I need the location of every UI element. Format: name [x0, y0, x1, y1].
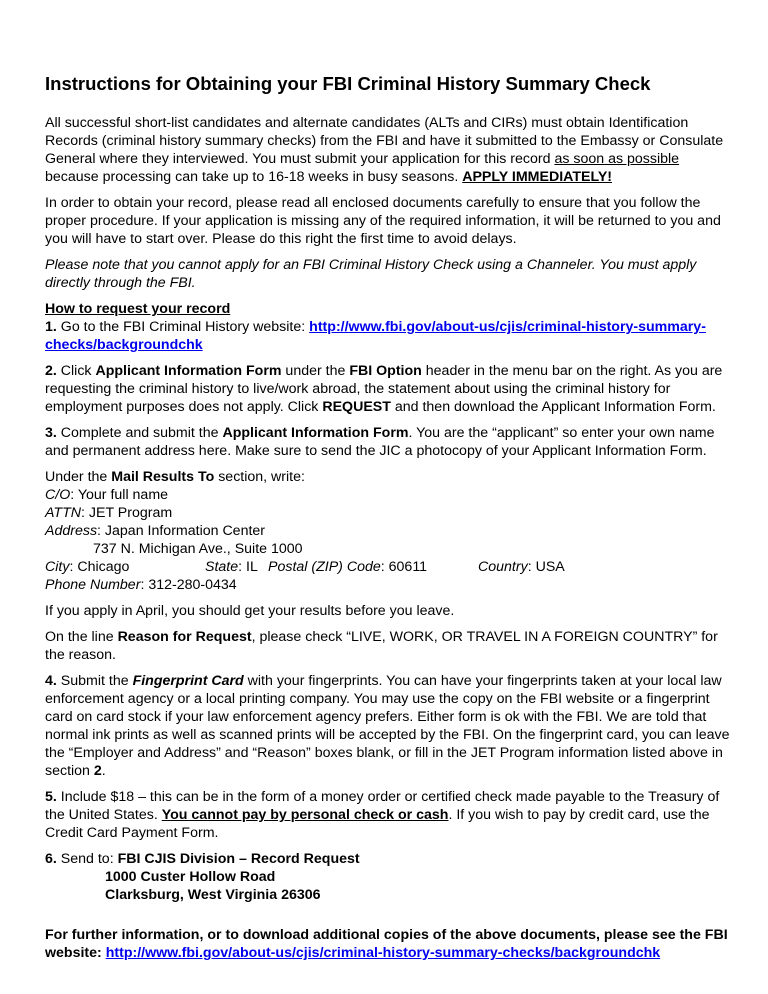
text: All successful short-list candidates and alternate candidates (ALTs and CIRs) must obtain Identification Records (criminal history summary checks) from the FBI and have it submitted to the Embassy or Consulate General where they interviewed. You must submit your application for this record — [45, 115, 724, 167]
value: : JET Program — [81, 505, 173, 521]
text: and then download the Applicant Information Form. — [390, 399, 716, 415]
text: Click — [56, 363, 96, 379]
text: Send to: — [56, 851, 118, 867]
address-line: Clarksburg, West Virginia 26306 — [105, 887, 321, 903]
text: Under the — [45, 469, 112, 485]
address-line: 1000 Custer Hollow Road — [105, 869, 276, 885]
page-title: Instructions for Obtaining your FBI Criminal History Summary Check — [45, 73, 651, 94]
value: : IL — [238, 559, 258, 575]
step-1 — [45, 300, 735, 354]
value: : USA — [527, 559, 565, 575]
text: FBI Option — [349, 363, 422, 379]
text: REQUEST — [322, 399, 391, 415]
step-number: 3. — [45, 425, 57, 441]
text: Include $18 – this can be in the form of a money order or certified check made payable to the Treasury of the United States. — [45, 789, 720, 823]
reason-paragraph — [45, 628, 735, 664]
text: . You are the “applicant” so enter your own name and permanent address here. Make sure to send the JIC a photocopy of your Applicant Information Form. — [45, 425, 715, 459]
text: On the line — [45, 629, 118, 645]
label: State — [205, 559, 239, 575]
text: For further information, or to download additional copies of the above documents, please see the FBI website: — [45, 927, 728, 961]
text: Fingerprint Card — [132, 673, 244, 689]
step-number: 1. — [45, 319, 57, 335]
city-state-zip-row — [45, 558, 735, 576]
address-line: FBI CJIS Division – Record Request — [117, 851, 360, 867]
text: because processing can take up to 16-18 weeks in busy seasons. — [45, 169, 463, 185]
label: Address — [45, 523, 98, 539]
label: City — [45, 559, 70, 575]
procedure-paragraph: In order to obtain your record, please read all enclosed documents carefully to ensure that you follow the proper procedure. If your application is missing any of the required information, it will be returned to you and you will have to start over. Please do this right the first time to avoid delays. — [45, 195, 721, 247]
step-number: 4. — [45, 673, 57, 689]
value: : Chicago — [69, 559, 130, 575]
label: Postal (ZIP) Code — [268, 559, 381, 575]
value: : 312-280-0434 — [140, 577, 237, 593]
fbi-website-link-footer[interactable]: http://www.fbi.gov/about-us/cjis/criminal-history-summary-checks/backgroundchk — [105, 945, 661, 961]
step-6 — [45, 850, 735, 904]
footer-paragraph — [45, 926, 735, 962]
intro-paragraph — [45, 114, 735, 186]
label: Country — [478, 559, 528, 575]
step-number: 6. — [45, 851, 57, 867]
channeler-note: Please note that you cannot apply for an FBI Criminal History Check using a Channeler. You must apply directly through the FBI. — [45, 257, 697, 291]
fbi-website-link[interactable]: http://www.fbi.gov/about-us/cjis/criminal-history-summary-checks/backgroundchk — [45, 319, 706, 353]
text: with your fingerprints. You can have your fingerprints taken at your local law enforcement agency or a local printing company. You may use the copy on the FBI website or a fingerprint card on card stock if your law enforcement agency prefers. Either form is ok with the FBI. We are told that normal ink prints as well as scanned prints will be accepted by the FBI. On the fingerprint card, you can leave the “Employer and Address” and “Reason” boxes blank, or fill in the JET Program information listed above in section — [45, 673, 730, 779]
value: : 60611 — [380, 559, 428, 575]
text: You cannot pay by personal check or cash — [161, 807, 449, 823]
text: Reason for Request — [117, 629, 252, 645]
step-2 — [45, 362, 735, 416]
text: 2 — [93, 763, 102, 779]
section-heading: How to request your record — [45, 301, 231, 317]
value: : Japan Information Center — [97, 523, 266, 539]
label: ATTN — [45, 505, 81, 521]
step-5 — [45, 788, 735, 842]
text: Applicant Information Form — [95, 363, 282, 379]
text: section, write: — [214, 469, 305, 485]
text: , please check “LIVE, WORK, OR TRAVEL IN A FOREIGN COUNTRY” for the reason. — [45, 629, 718, 663]
text: Mail Results To — [111, 469, 215, 485]
text: under the — [281, 363, 350, 379]
april-note: If you apply in April, you should get your results before you leave. — [45, 603, 455, 619]
text: . If you wish to pay by credit card, use the Credit Card Payment Form. — [45, 807, 710, 841]
label: Phone Number — [45, 577, 141, 593]
apply-notice: APPLY IMMEDIATELY! — [462, 169, 613, 185]
step-3 — [45, 424, 735, 460]
step-number: 5. — [45, 789, 57, 805]
text: as soon as possible — [554, 151, 680, 167]
text: Go to the FBI Criminal History website: — [56, 319, 310, 335]
value: : Your full name — [70, 487, 169, 503]
step-number: 2. — [45, 363, 57, 379]
text: Submit the — [56, 673, 133, 689]
address-line-2: 737 N. Michigan Ave., Suite 1000 — [93, 541, 303, 557]
text: Complete and submit the — [56, 425, 223, 441]
label: C/O — [45, 487, 71, 503]
text: header in the menu bar on the right. As you are requesting the criminal history to live/work abroad, the statement about using the criminal history for employment purposes does not apply. Click — [45, 363, 723, 415]
text: . — [101, 763, 106, 779]
mail-results-section — [45, 468, 735, 594]
step-4 — [45, 672, 735, 780]
text: Applicant Information Form — [222, 425, 409, 441]
